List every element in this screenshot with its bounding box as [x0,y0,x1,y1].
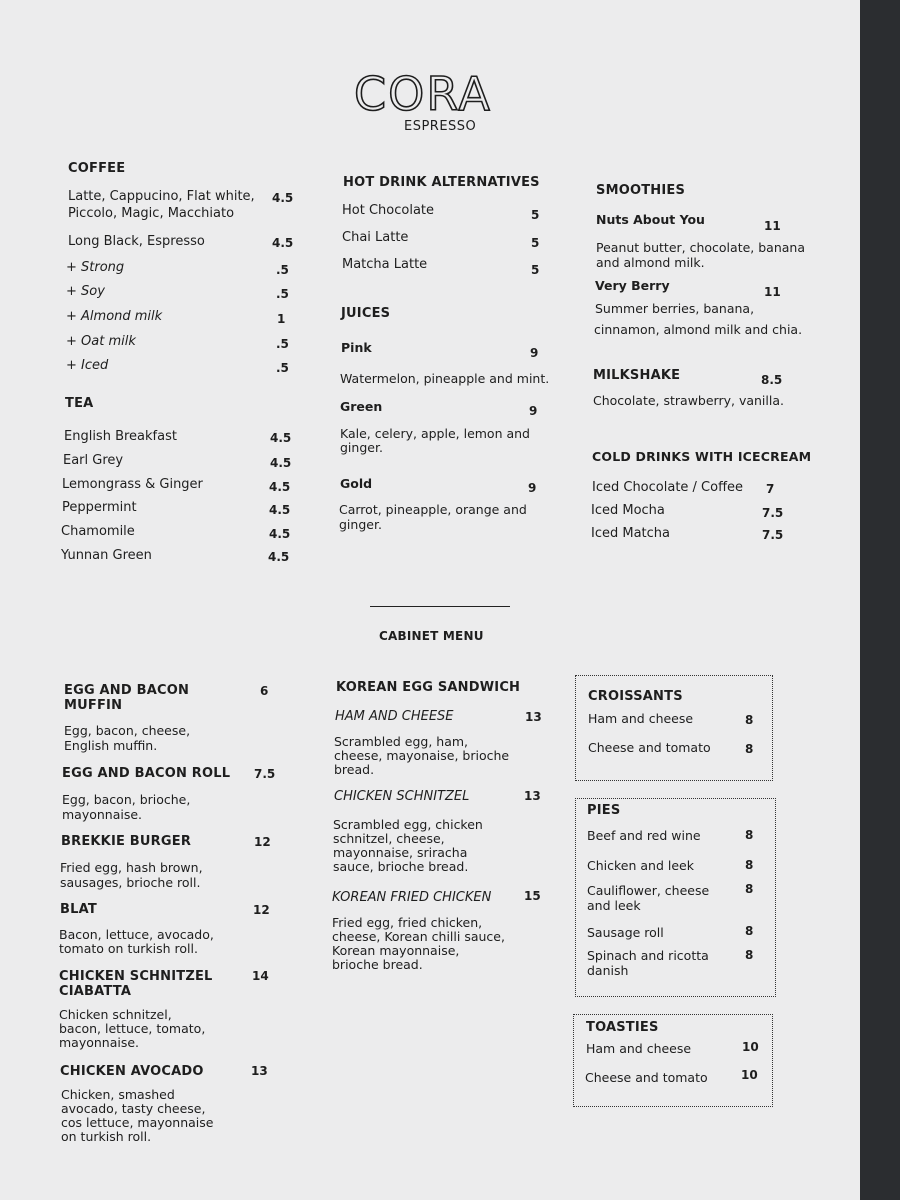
korean-item-desc: Fried egg, fried chicken, [332,915,483,930]
tea-item: Peppermint [62,500,137,515]
coffee-addon-strong: + Strong [66,260,125,275]
juice-desc-line2: ginger. [339,517,382,532]
tea-price: 4.5 [269,503,291,517]
juice-name: Pink [341,340,372,355]
korean-item-desc-line3: mayonnaise, sriracha [333,845,468,860]
coffee-item-1-price: 4.5 [272,191,294,205]
coffee-item-2: Long Black, Espresso [68,234,205,249]
food-desc: Chicken, smashed [61,1087,175,1102]
croissant-price: 8 [745,713,754,727]
food-name-line2: MUFFIN [64,698,123,713]
hot-alt-item: Matcha Latte [342,257,428,272]
food-desc: Egg, bacon, brioche, [62,792,191,807]
korean-item-desc-line2: cheese, mayonaise, brioche [334,748,510,763]
juice-price: 9 [530,346,539,360]
food-name: EGG AND BACON ROLL [62,766,231,781]
juice-desc: Kale, celery, apple, lemon and [340,426,530,441]
food-desc: Egg, bacon, cheese, [64,723,191,738]
tea-heading: TEA [65,396,94,411]
smoothie-desc: Peanut butter, chocolate, banana [596,240,805,255]
brand-name: CORA [354,70,492,121]
food-price: 12 [254,835,271,849]
food-price: 12 [253,903,270,917]
food-name: EGG AND BACON [64,683,190,698]
croissant-item: Ham and cheese [588,711,694,726]
korean-item-name: CHICKEN SCHNITZEL [334,789,470,804]
food-desc-line3: mayonnaise. [59,1035,140,1050]
korean-item-name: KOREAN FRIED CHICKEN [332,890,492,905]
smoothie-desc: Summer berries, banana, [595,301,755,316]
toastie-item: Cheese and tomato [585,1070,708,1085]
korean-item-price: 15 [524,889,541,903]
coffee-addon-strong-price: .5 [276,263,289,277]
tea-item: Chamomile [61,524,135,539]
cold-drinks-heading: COLD DRINKS WITH ICECREAM [592,449,812,464]
hot-alt-price: 5 [531,208,540,222]
tea-price: 4.5 [269,527,291,541]
juice-desc: Carrot, pineapple, orange and [339,502,527,517]
coffee-addon-oat-price: .5 [276,337,289,351]
cold-item: Iced Chocolate / Coffee [592,480,744,495]
coffee-addon-almond-price: 1 [277,312,286,326]
pie-item: Cauliflower, cheese [587,883,710,898]
toasties-heading: TOASTIES [586,1020,659,1035]
tea-price: 4.5 [270,456,292,470]
pies-heading: PIES [587,803,621,818]
korean-item-desc-line3: bread. [334,762,375,777]
smoothie-desc-line2: cinnamon, almond milk and chia. [594,322,803,337]
food-name: CHICKEN SCHNITZEL [59,969,213,984]
cold-price: 7.5 [762,528,784,542]
food-desc-line2: avocado, tasty cheese, [61,1101,206,1116]
pie-item-line2: and leek [587,898,641,913]
tea-item: Earl Grey [63,453,124,468]
milkshake-price: 8.5 [761,373,783,387]
food-desc-line4: on turkish roll. [61,1129,152,1144]
smoothie-price: 11 [764,219,781,233]
juice-price: 9 [529,404,538,418]
pie-item: Sausage roll [587,925,664,940]
korean-item-price: 13 [525,710,542,724]
coffee-addon-soy-price: .5 [276,287,289,301]
hot-alt-price: 5 [531,263,540,277]
food-desc-line2: sausages, brioche roll. [60,875,201,890]
juice-name: Green [340,399,383,414]
korean-item-desc-line4: brioche bread. [332,957,423,972]
cold-item: Iced Matcha [591,526,670,541]
korean-item-desc: Scrambled egg, ham, [334,734,469,749]
brand-subtitle: ESPRESSO [404,119,477,132]
food-desc-line2: English muffin. [64,738,158,753]
smoothie-desc-line2: and almond milk. [596,255,705,270]
coffee-addon-iced: + Iced [66,358,109,373]
food-desc-line2: bacon, lettuce, tomato, [59,1021,206,1036]
coffee-addon-oat: + Oat milk [66,334,136,349]
food-desc-line2: tomato on turkish roll. [59,941,198,956]
coffee-item-2-price: 4.5 [272,236,294,250]
hot-alt-item: Hot Chocolate [342,203,435,218]
milkshake-heading: MILKSHAKE [593,368,681,383]
food-desc: Chicken schnitzel, [59,1007,172,1022]
food-desc: Fried egg, hash brown, [60,860,203,875]
smoothie-price: 11 [764,285,781,299]
food-desc: Bacon, lettuce, avocado, [59,927,214,942]
coffee-item-1: Latte, Cappucino, Flat white, [68,189,255,204]
croissants-heading: CROISSANTS [588,689,683,704]
tea-price: 4.5 [270,431,292,445]
coffee-item-1-line2: Piccolo, Magic, Macchiato [68,206,235,221]
tea-item: English Breakfast [64,429,177,444]
coffee-addon-iced-price: .5 [276,361,289,375]
cold-price: 7 [766,482,775,496]
cabinet-heading: CABINET MENU [379,629,484,643]
coffee-addon-almond: + Almond milk [66,309,163,324]
korean-item-desc-line2: schnitzel, cheese, [333,831,445,846]
food-desc-line2: mayonnaise. [62,807,143,822]
pie-price: 8 [745,948,754,962]
korean-item-name: HAM AND CHEESE [335,709,454,724]
coffee-addon-soy: + Soy [66,284,105,299]
tea-item: Lemongrass & Ginger [62,477,203,492]
hot-alt-heading: HOT DRINK ALTERNATIVES [343,175,540,190]
smoothie-name: Nuts About You [596,212,705,227]
food-name: BREKKIE BURGER [61,834,192,849]
korean-item-desc-line2: cheese, Korean chilli sauce, [332,929,505,944]
korean-item-desc-line3: Korean mayonnaise, [332,943,460,958]
cold-item: Iced Mocha [591,503,665,518]
smoothie-name: Very Berry [595,278,670,293]
hot-alt-price: 5 [531,236,540,250]
juices-heading: JUICES [341,306,391,321]
korean-heading: KOREAN EGG SANDWICH [336,680,521,695]
cold-price: 7.5 [762,506,784,520]
pie-item: Spinach and ricotta [587,948,709,963]
smoothies-heading: SMOOTHIES [596,183,686,198]
food-desc-line3: cos lettuce, mayonnaise [61,1115,214,1130]
food-name: BLAT [60,902,97,917]
milkshake-desc: Chocolate, strawberry, vanilla. [593,393,784,408]
coffee-heading: COFFEE [68,161,126,176]
korean-item-desc-line4: sauce, brioche bread. [333,859,469,874]
hot-alt-item: Chai Latte [342,230,409,245]
toastie-price: 10 [742,1040,759,1054]
pie-price: 8 [745,924,754,938]
pie-price: 8 [745,882,754,896]
food-name: CHICKEN AVOCADO [60,1064,204,1079]
food-name-line2: CIABATTA [59,984,132,999]
pie-price: 8 [745,858,754,872]
pie-item: Beef and red wine [587,828,701,843]
korean-item-desc: Scrambled egg, chicken [333,817,483,832]
tea-price: 4.5 [268,550,290,564]
croissant-item: Cheese and tomato [588,740,711,755]
section-divider [370,606,510,607]
cora-logo [352,70,522,132]
korean-item-price: 13 [524,789,541,803]
food-price: 7.5 [254,767,276,781]
juice-desc: Watermelon, pineapple and mint. [340,371,550,386]
juice-price: 9 [528,481,537,495]
juice-name: Gold [340,476,373,491]
toastie-price: 10 [741,1068,758,1082]
tea-item: Yunnan Green [61,548,152,563]
croissant-price: 8 [745,742,754,756]
tea-price: 4.5 [269,480,291,494]
food-price: 14 [252,969,269,983]
food-price: 6 [260,684,269,698]
pie-price: 8 [745,828,754,842]
pie-item-line2: danish [587,963,629,978]
toastie-item: Ham and cheese [586,1041,692,1056]
juice-desc-line2: ginger. [340,440,383,455]
pie-item: Chicken and leek [587,858,694,873]
food-price: 13 [251,1064,268,1078]
